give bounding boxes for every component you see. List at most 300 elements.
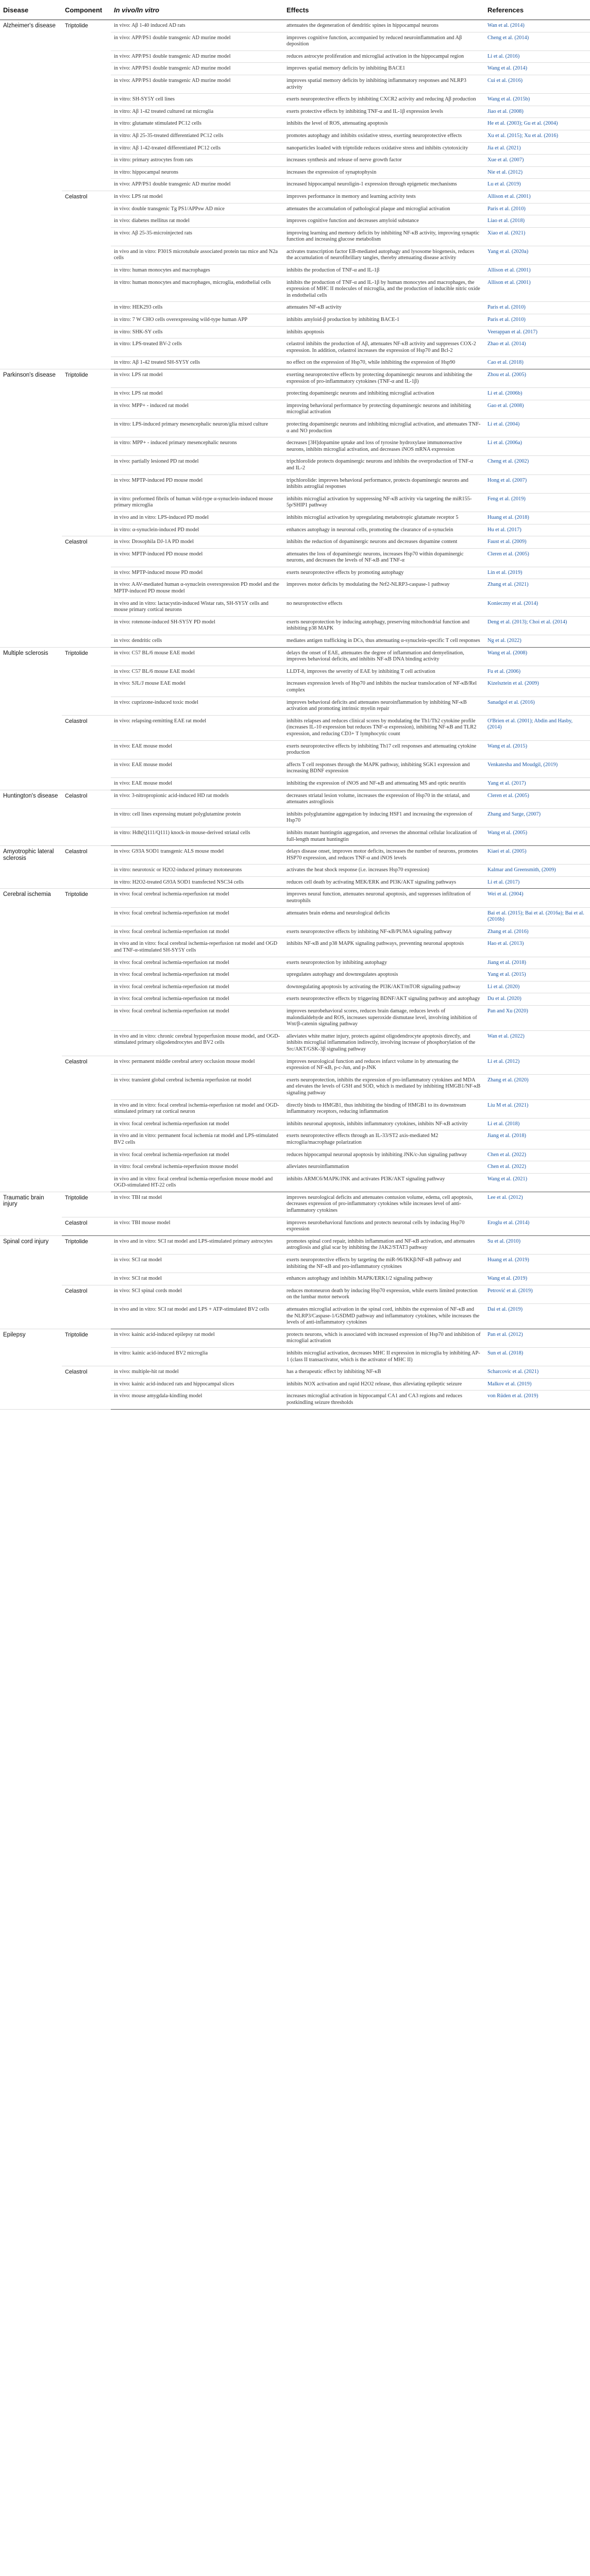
reference-cell: Su et al. (2010) (484, 1235, 590, 1254)
model-cell: in vivo: focal cerebral ischemia-reperfusion rat model (111, 907, 283, 926)
model-cell: in vivo and in vitro: permanent focal ischemia rat model and LPS-stimulated BV2 cells (111, 1130, 283, 1149)
component-cell: Celastrol (62, 790, 111, 846)
table-row (0, 1329, 590, 1347)
effects-cell: reduces cell death by activating MEK/ERK and PI3K/AKT signaling pathways (283, 876, 484, 889)
model-cell: in vivo: APP/PS1 double transgenic AD murine model (111, 75, 283, 93)
effects-cell: improves cognitive function, accompanied by reduced neuroinflammation and Aβ deposition (283, 32, 484, 50)
model-cell: in vivo: APP/PS1 double transgenic AD murine model (111, 32, 283, 50)
effects-cell: directly binds to HMGB1, thus inhibiting the binding of HMGB1 to its downstream inflammatory receptors, reducing inflammation (283, 1099, 484, 1118)
model-cell: in vivo: APP/PS1 double transgenic AD murine model (111, 179, 283, 191)
model-cell: in vivo: TBI rat model (111, 1192, 283, 1217)
effects-cell: improves motor deficits by modulating the Nrf2-NLRP3-caspase-1 pathway (283, 579, 484, 598)
table-row (0, 20, 590, 32)
model-cell: in vitro: preformed fibrils of human wild-type α-synuclein-induced mouse primary microglia (111, 493, 283, 512)
disease-cell: Traumatic brain injury (0, 1192, 62, 1235)
effects-cell: no effect on the expression of Hsp70, while inhibiting the expression of Hsp90 (283, 357, 484, 369)
reference-cell: Li et al. (2017) (484, 876, 590, 889)
effects-cell: inhibits microglial activation by suppressing NF-κB activity via targeting the miR155-5p/SHIP1 pathway (283, 493, 484, 512)
reference-cell: Yang et al. (2017) (484, 777, 590, 790)
reference-cell: Chen et al. (2022) (484, 1149, 590, 1161)
reference-cell: Fu et al. (2006) (484, 666, 590, 678)
reference-cell: Li et al. (2020) (484, 981, 590, 993)
model-cell: in vivo: transient global cerebral ischemia reperfusion rat model (111, 1074, 283, 1099)
component-cell: Celastrol (62, 715, 111, 790)
effects-cell: decreases striatal lesion volume, increases the expression of Hsp70 in the striatal, and attenuates astrogliosis (283, 790, 484, 808)
effects-cell: inhibits microglial activation, decreases MHC II expression in microglia by inhibiting AP-1 (class II transactivator, which is the activator of MHC II) (283, 1347, 484, 1366)
effects-cell: protecting dopaminergic neurons and inhibiting microglial activation, and attenuates TNF-α and NO production (283, 418, 484, 437)
model-cell: in vivo: C57 BL/6 mouse EAE model (111, 666, 283, 678)
table-body (0, 20, 590, 1410)
effects-cell: inhibits polyglutamine aggregation by inducing HSF1 and increasing the expression of Hsp70 (283, 808, 484, 827)
model-cell: in vivo: focal cerebral ischemia-reperfusion rat model (111, 1118, 283, 1130)
reference-cell: Xiao et al. (2021) (484, 227, 590, 246)
effects-cell: tripchlorolide protects dopaminergic neurons and inhibits the overproduction of TNF-α and IL-2 (283, 456, 484, 474)
effects-cell: inhibits ARMC6/MAPK/JNK and activates PI3K/AKT signaling pathway (283, 1173, 484, 1192)
disease-cell: Amyotrophic lateral sclerosis (0, 846, 62, 889)
effects-cell: inhibits neuronal apoptosis, inhibits inflammatory cytokines, inhibits NF-κB activity (283, 1118, 484, 1130)
model-cell: in vitro: Aβ 1-42-treated differentiated PC12 cells (111, 142, 283, 155)
reference-cell: Wei et al. (2004) (484, 889, 590, 907)
effects-cell: alleviates neuroinflammation (283, 1161, 484, 1174)
header-effects: Effects (283, 0, 484, 20)
reference-cell: Hao et al. (2013) (484, 938, 590, 957)
model-cell: in vitro: primary astrocytes from rats (111, 155, 283, 167)
effects-cell: promotes spinal cord repair, inhibits inflammation and NF-κB activation, and attenuates astrogliosis and glial scar by inhibiting the JAK2/STAT3 pathway (283, 1235, 484, 1254)
model-cell: in vivo: diabetes mellitus rat model (111, 215, 283, 228)
reference-cell: Nie et al. (2012) (484, 166, 590, 179)
reference-cell: Jiang et al. (2018) (484, 1130, 590, 1149)
disease-cell: Spinal cord injury (0, 1235, 62, 1329)
reference-cell: Yang et al. (2015) (484, 969, 590, 981)
reference-cell: Kizelsztein et al. (2009) (484, 678, 590, 697)
model-cell: in vivo and in vitro: SCI rat model and LPS-stimulated primary astrocytes (111, 1235, 283, 1254)
model-cell: in vivo: dendritic cells (111, 635, 283, 648)
model-cell: in vivo: SCI rat model (111, 1255, 283, 1273)
reference-cell: Hu et al. (2017) (484, 524, 590, 536)
model-cell: in vivo: focal cerebral ischemia-reperfusion rat model (111, 889, 283, 907)
effects-cell: exerts neuroprotective effects by inhibiting Th17 cell responses and attenuating cytokine production (283, 740, 484, 759)
model-cell: in vitro: focal cerebral ischemia-reperfusion mouse model (111, 1161, 283, 1174)
model-cell: in vitro: H2O2-treated G93A SOD1 transfected NSC34 cells (111, 876, 283, 889)
table-row (0, 1366, 590, 1379)
effects-cell: promotes autophagy and inhibits oxidative stress, exerting neuroprotective effects (283, 130, 484, 142)
effects-cell: attenuates NF-κB activity (283, 302, 484, 314)
model-cell: in vivo and in vitro: focal cerebral ischemia-reperfusion mouse model and OGD-stimulated HT-22 cells (111, 1173, 283, 1192)
effects-cell: inhibits NOX activation and rapid H2O2 release, thus alleviating epileptic seizure (283, 1378, 484, 1391)
reference-cell: Liao et al. (2018) (484, 215, 590, 228)
effects-cell: decreases [3H]dopamine uptake and loss of tyrosine hydroxylase immunoreactive neurons, inhibits microglial activation, and decreases iNOS mRNA expression (283, 437, 484, 456)
effects-cell: attenuates microglial activation in the spinal cord, inhibits the expression of NF-κB and the NLRP3/Caspase-1/GSDMD pathway and inflammatory cytokines, while increases the levels of anti-inflammatory cytokines (283, 1304, 484, 1329)
reference-cell: Jiang et al. (2018) (484, 957, 590, 969)
effects-cell: exerts neuroprotective effects by targeting the miR-96/IKKβ/NF-κB pathway and inhibiting the NF-κB and pro-inflammatory cytokines (283, 1255, 484, 1273)
effects-cell: delays disease onset, improves motor deficits, increases the number of neurons, promotes HSP70 expression, and reduces TNF-α and iNOS levels (283, 846, 484, 865)
effects-cell: improving behavioral performance by protecting dopaminergic neurons and inhibiting microglial activation (283, 400, 484, 418)
effects-cell: improves neural function, attenuates neuronal apoptosis, and suppresses infiltration of neutrophils (283, 889, 484, 907)
model-cell: in vivo: focal cerebral ischemia-reperfusion rat model (111, 1006, 283, 1031)
reference-cell: Paris et al. (2010) (484, 203, 590, 215)
table-row (0, 889, 590, 907)
model-cell: in vitro: human monocytes and macrophages, microglia, endothelial cells (111, 277, 283, 302)
table-row (0, 1235, 590, 1254)
effects-cell: attenuates brain edema and neurological deficits (283, 907, 484, 926)
model-cell: in vivo: focal cerebral ischemia-reperfusion rat model (111, 969, 283, 981)
model-cell: in vitro: human monocytes and macrophages (111, 265, 283, 277)
reference-cell: Zhang et al. (2020) (484, 1074, 590, 1099)
effects-cell: increases the expression of synaptophysin (283, 166, 484, 179)
model-cell: in vitro: neurotoxic or H2O2-induced primary motoneurons (111, 865, 283, 877)
reference-cell: Cao et al. (2018) (484, 357, 590, 369)
model-cell: in vitro: MPP+ - induced primary mesencephalic neurons (111, 437, 283, 456)
model-cell: in vivo: EAE mouse model (111, 777, 283, 790)
reference-cell: Wang et al. (2015) (484, 740, 590, 759)
effects-cell: inhibits relapses and reduces clinical scores by modulating the Th1/Th2 cytokine profile (increases IL-10 expression but reduces TNF-α expression), inhibiting NF-κB and TLR2 expression, and reducing CD3+ T lymphocytic count (283, 715, 484, 740)
reference-cell: Konieczny et al. (2014) (484, 598, 590, 616)
effects-cell: inhibits the reduction of dopaminergic neurons and decreases dopamine content (283, 536, 484, 549)
reference-cell: Sanadgol et al. (2016) (484, 697, 590, 715)
model-cell: in vivo: focal cerebral ischemia-reperfusion rat model (111, 993, 283, 1006)
reference-cell: Zhang et al. (2016) (484, 926, 590, 938)
effects-cell: inhibits the level of ROS, attenuating apoptosis (283, 118, 484, 130)
effects-cell: attenuates the accumulation of pathological plaque and microglial activation (283, 203, 484, 215)
effects-cell: improves neurobehavioral scores, reduces brain damage, reduces levels of malondialdehyde and ROS, increases superoxide dismutase level, involving inhibition of Wnt/β-catenin signaling pathway (283, 1006, 484, 1031)
effects-cell: exerts neuroprotective effects by inhibiting NF-κB/PUMA signaling pathway (283, 926, 484, 938)
model-cell: in vitro: α-synuclein-induced PD model (111, 524, 283, 536)
reference-cell: Li et al. (2006a) (484, 437, 590, 456)
effects-cell: exerts neuroprotective effects through an IL-33/ST2 axis-mediated M2 microglia/macrophage polarization (283, 1130, 484, 1149)
reference-cell: Yang et al. (2020a) (484, 246, 590, 264)
disease-cell: Parkinson's disease (0, 369, 62, 648)
component-cell: Triptolide (62, 1235, 111, 1285)
reference-cell: Lee et al. (2012) (484, 1192, 590, 1217)
model-cell: in vivo: relapsing-remitting EAE rat model (111, 715, 283, 740)
component-cell: Celastrol (62, 1366, 111, 1409)
effects-cell: mediates antigen trafficking in DCs, thus attenuating α-synuclein-specific T cell responses (283, 635, 484, 648)
model-cell: in vivo: TBI mouse model (111, 1217, 283, 1235)
disease-cell: Multiple sclerosis (0, 647, 62, 790)
reference-cell: Zhang et al. (2021) (484, 579, 590, 598)
model-cell: in vivo: APP/PS1 double transgenic AD murine model (111, 50, 283, 63)
component-cell: Celastrol (62, 846, 111, 889)
reference-cell: Zhang and Sarge, (2007) (484, 808, 590, 827)
component-cell: Celastrol (62, 191, 111, 369)
header-model: In vivo/In vitro (111, 0, 283, 20)
reference-cell: Wang et al. (2005) (484, 827, 590, 845)
reference-cell: Wang et al. (2021) (484, 1173, 590, 1192)
model-cell: in vivo and in vitro: chronic cerebral hypoperfusion mouse model, and OGD-stimulated primary oligodendrocytes and BV2 cells (111, 1030, 283, 1056)
component-cell: Triptolide (62, 1192, 111, 1217)
reference-cell: Dai et al. (2019) (484, 1304, 590, 1329)
effects-cell: exerts neuroprotective effects by inhibiting CXCR2 activity and reducing Aβ production (283, 94, 484, 106)
reference-cell: Gao et al. (2008) (484, 400, 590, 418)
effects-cell: improves neurological deficits and attenuates contusion volume, edema, cell apoptosis, decreases expression of pro-inflammatory cytokines while increases level of anti-inflammatory cytokines (283, 1192, 484, 1217)
model-cell: in vivo: LPS rat model (111, 388, 283, 400)
model-cell: in vivo and in vitro: lactacystin-induced Wistar rats, SH-SY5Y cells and mouse primary cortical neurons (111, 598, 283, 616)
reference-cell: Pan et al. (2012) (484, 1329, 590, 1347)
model-cell: in vivo: mouse amygdala-kindling model (111, 1391, 283, 1409)
effects-cell: has a therapeutic effect by inhibiting NF-κB (283, 1366, 484, 1379)
model-cell: in vitro: Aβ 25-35-treated differentiated PC12 cells (111, 130, 283, 142)
model-cell: in vivo: focal cerebral ischemia-reperfusion rat model (111, 1149, 283, 1161)
model-cell: in vitro: Hdh(Q111/Q111) knock-in mouse-derived striatal cells (111, 827, 283, 845)
effects-cell: exerts neuroprotection by inhibiting autophagy (283, 957, 484, 969)
reference-cell: Huang et al. (2019) (484, 1255, 590, 1273)
effects-cell: alleviates white matter injury, protects against oligodendrocyte apoptosis directly, and inhibits microglial inflammation indirectly, involving increase of phosphorylation of the Src/AKT/GSK-3β signaling pathway (283, 1030, 484, 1056)
model-cell: in vivo: partially lesioned PD rat model (111, 456, 283, 474)
effects-cell: exerts neuroprotective effects by triggering BDNF/AKT signaling pathway and autophagy (283, 993, 484, 1006)
model-cell: in vivo: kainic acid-induced epilepsy rat model (111, 1329, 283, 1347)
effects-cell: enhances autophagy in neuronal cells, promoting the clearance of α-synuclein (283, 524, 484, 536)
reference-cell: Kalmar and Greensmith, (2009) (484, 865, 590, 877)
effects-cell: improving learning and memory deficits by inhibiting NF-κB activity, improving synaptic function and increasing glucose metabolism (283, 227, 484, 246)
table-row (0, 1285, 590, 1303)
model-cell: in vivo: APP/PS1 double transgenic AD murine model (111, 63, 283, 75)
model-cell: in vitro: hippocampal neurons (111, 166, 283, 179)
reference-cell: Li et al. (2016) (484, 50, 590, 63)
reference-cell: Wan et al. (2014) (484, 20, 590, 32)
component-cell: Celastrol (62, 1056, 111, 1192)
component-cell: Celastrol (62, 536, 111, 648)
effects-cell: activates the heat shock response (i.e. increases Hsp70 expression) (283, 865, 484, 877)
model-cell: in vivo: AAV-mediated human α-synuclein overexpression PD model and the MPTP-induced PD mouse model (111, 579, 283, 598)
model-cell: in vivo and in vitro: P301S microtubule associated protein tau mice and N2a cells (111, 246, 283, 264)
effects-cell: celastrol inhibits the production of Aβ, attenuates NF-κB activity and suppresses COX-2 expression. In addition, celastrol increases the expression of Hsp70 and Bcl-2 (283, 338, 484, 357)
model-cell: in vitro: Aβ 1-42 treated SH-SY5Y cells (111, 357, 283, 369)
reference-cell: Zhao et al. (2014) (484, 338, 590, 357)
reference-cell: Allison et al. (2001) (484, 277, 590, 302)
table-row (0, 647, 590, 666)
effects-cell: affects T cell responses through the MAPK pathway, inhibiting SGK1 expression and increasing BDNF expression (283, 759, 484, 777)
table-row (0, 369, 590, 388)
model-cell: in vitro: LPS-induced primary mesencephalic neuron/glia mixed culture (111, 418, 283, 437)
reference-cell: Li et al. (2004) (484, 418, 590, 437)
reference-cell: Du et al. (2020) (484, 993, 590, 1006)
effects-cell: downregulating apoptosis by activating the PI3K/AKT/mTOR signaling pathway (283, 981, 484, 993)
reference-cell: Chen et al. (2022) (484, 1161, 590, 1174)
reference-cell: Li et al. (2006b) (484, 388, 590, 400)
reference-cell: Jiao et al. (2008) (484, 106, 590, 118)
model-cell: in vivo: C57 BL/6 mouse EAE model (111, 647, 283, 666)
reference-cell: Pan and Xu (2020) (484, 1006, 590, 1031)
model-cell: in vivo: rotenone-induced SH-SY5Y PD model (111, 616, 283, 635)
table-row (0, 1056, 590, 1074)
reference-cell: Wang et al. (2014) (484, 63, 590, 75)
reference-cell: Li et al. (2018) (484, 1118, 590, 1130)
reference-cell: Huang et al. (2018) (484, 512, 590, 524)
model-cell: in vitro: HEK293 cells (111, 302, 283, 314)
effects-cell: tripchlorolide: improves behavioral performance, protects dopaminergic neurons and inhibits astroglial responses (283, 474, 484, 493)
effects-cell: inhibits amyloid-β production by inhibiting BACE-1 (283, 314, 484, 327)
model-cell: in vivo: 3-nitropropionic acid-induced HD rat models (111, 790, 283, 808)
effects-cell: nanoparticles loaded with triptolide reduces oxidative stress and inhibits cytotoxicity (283, 142, 484, 155)
effects-cell: inhibits NF-κB and p38 MAPK signaling pathways, preventing neuronal apoptosis (283, 938, 484, 957)
model-cell: in vivo: focal cerebral ischemia-reperfusion rat model (111, 957, 283, 969)
header-disease: Disease (0, 0, 62, 20)
reference-cell: Scharcovic et al. (2021) (484, 1366, 590, 1379)
header-row (0, 0, 590, 20)
component-cell: Triptolide (62, 889, 111, 1056)
effects-cell: increases microglial activation in hippocampal CA1 and CA3 regions and reduces postkindling seizure thresholds (283, 1391, 484, 1409)
component-cell: Celastrol (62, 1217, 111, 1235)
effects-cell: reduces motoneuron death by inducing Hsp70 expression, while exerts limited protection on the lumbar motor network (283, 1285, 484, 1303)
table-row (0, 1192, 590, 1217)
reference-cell: Paris et al. (2010) (484, 302, 590, 314)
table-row (0, 536, 590, 549)
table-header (0, 0, 590, 20)
header-component: Component (62, 0, 111, 20)
effects-cell: exerts protective effects by inhibiting TNF-α and IL-1β expression levels (283, 106, 484, 118)
effects-cell: protecting dopaminergic neurons and inhibiting microglial activation (283, 388, 484, 400)
disease-cell: Huntington's disease (0, 790, 62, 846)
effects-cell: improves performance in memory and learning activity tests (283, 191, 484, 203)
reference-cell: Lin et al. (2019) (484, 567, 590, 579)
effects-cell: improves neurobehavioral functions and protects neuronal cells by inducing Hsp70 expression (283, 1217, 484, 1235)
effects-cell: activates transcription factor EB-mediated autophagy and lysosome biogenesis, reduces the accumulation of neurofibrillary tangles, thereby attenuating disease activity (283, 246, 484, 264)
effects-cell: reduces hippocampal neuronal apoptosis by inhibiting JNK/c-Jun signaling pathway (283, 1149, 484, 1161)
effects-cell: LLDT-8, improves the severity of EAE by inhibiting T cell activation (283, 666, 484, 678)
model-cell: in vivo: Drosophila DJ-1A PD model (111, 536, 283, 549)
reference-cell: Ng et al. (2022) (484, 635, 590, 648)
component-cell: Triptolide (62, 647, 111, 715)
effects-cell: attenuates the loss of dopaminergic neurons, increases Hsp70 within dopaminergic neurons, and decreases the levels of NF-κB and TNF-α (283, 548, 484, 567)
effects-cell: inhibits the production of TNF-α and IL-1β (283, 265, 484, 277)
model-cell: in vivo: MPP+ - induced rat model (111, 400, 283, 418)
table-row (0, 191, 590, 203)
effects-cell: increased hippocampal neuroligin-1 expression through epigenetic mechanisms (283, 179, 484, 191)
table-row (0, 790, 590, 808)
effects-cell: exerts neuroprotection, inhibits the expression of pro-inflammatory cytokines and MDA and elevates the levels of GSH and SOD, which is mediated by inhibiting HMGB1/NF-κB signaling pathway (283, 1074, 484, 1099)
effects-cell: exerting neuroprotective effects by protecting dopaminergic neurons and inhibiting the expression of pro-inflammatory cytokines (TNF-α and IL-1β) (283, 369, 484, 388)
reference-cell: Cheng et al. (2014) (484, 32, 590, 50)
model-cell: in vivo and in vitro: focal cerebral ischemia-reperfusion rat model and OGD-stimulated primary rat cortical neuron (111, 1099, 283, 1118)
reference-cell: Hong et al. (2007) (484, 474, 590, 493)
component-cell: Triptolide (62, 1329, 111, 1366)
reference-cell: Paris et al. (2010) (484, 314, 590, 327)
model-cell: in vivo and in vitro: SCI rat model and LPS + ATP-stimulated BV2 cells (111, 1304, 283, 1329)
reference-cell: Petrović et al. (2019) (484, 1285, 590, 1303)
model-cell: in vivo: focal cerebral ischemia-reperfusion rat model (111, 926, 283, 938)
effects-cell: protects neurons, which is associated with increased expression of Hsp70 and inhibition of microglial activation (283, 1329, 484, 1347)
effects-cell: exerts neuroprotective effects by promoting autophagy (283, 567, 484, 579)
effects-cell: no neuroprotective effects (283, 598, 484, 616)
reference-cell: Cui et al. (2016) (484, 75, 590, 93)
effects-cell: improves spatial memory deficits by inhibiting inflammatory responses and NLRP3 activity (283, 75, 484, 93)
disease-cell: Cerebral ischemia (0, 889, 62, 1192)
effects-cell: increases expression levels of Hsp70 and inhibits the nuclear translocation of NF-κB/Rel complex (283, 678, 484, 697)
model-cell: in vivo: multiple-hit rat model (111, 1366, 283, 1379)
model-cell: in vivo: G93A SOD1 transgenic ALS mouse model (111, 846, 283, 865)
effects-cell: improves spatial memory deficits by inhibiting BACE1 (283, 63, 484, 75)
model-cell: in vivo: EAE mouse model (111, 759, 283, 777)
model-cell: in vivo: SCI spinal cords model (111, 1285, 283, 1303)
disease-cell: Epilepsy (0, 1329, 62, 1409)
model-cell: in vivo: MPTP-induced PD mouse model (111, 474, 283, 493)
effects-cell: upregulates autophagy and downregulates apoptosis (283, 969, 484, 981)
reference-cell: Cleren et al. (2005) (484, 548, 590, 567)
model-cell: in vitro: kainic acid-induced BV2 microglia (111, 1347, 283, 1366)
effects-cell: improves cognitive function and decreases amyloid substance (283, 215, 484, 228)
effects-cell: delays the onset of EAE, attenuates the degree of inflammation and demyelination, improves behavioral deficits, and inhibits NF-κB DNA binding activity (283, 647, 484, 666)
model-cell: in vivo and in vitro: focal cerebral ischemia-reperfusion rat model and OGD and TNF-α-stimulated SH-SY5Y cells (111, 938, 283, 957)
reference-cell: Lu et al. (2019) (484, 179, 590, 191)
model-cell: in vitro: SH-SY5Y cell lines (111, 94, 283, 106)
reference-cell: von Rüden et al. (2019) (484, 1391, 590, 1409)
table-row (0, 1217, 590, 1235)
effects-cell: inhibits the production of TNF-α and IL-1β by human monocytes and macrophages, the expression of MHC II molecules of microglia, and the production of inducible nitric oxide in endothelial cells (283, 277, 484, 302)
effects-cell: exerts neuroprotection by inducing autophagy, preserving mitochondrial function and inhibiting p38 MAPK (283, 616, 484, 635)
component-cell: Celastrol (62, 1285, 111, 1329)
reference-cell: Liu M et al. (2021) (484, 1099, 590, 1118)
reference-cell: Kiaei et al. (2005) (484, 846, 590, 865)
model-cell: in vivo: MPTP-induced mouse PD model (111, 567, 283, 579)
effects-cell: inhibiting the expression of iNOS and NF-κB and attenuating MS and optic neuritis (283, 777, 484, 790)
reference-cell: Wang et al. (2008) (484, 647, 590, 666)
effects-cell: attenuates the degeneration of dendritic spines in hippocampal neurons (283, 20, 484, 32)
model-cell: in vitro: 7 W CHO cells overexpressing wild-type human APP (111, 314, 283, 327)
model-cell: in vivo: kainic acid-induced rats and hippocampal slices (111, 1378, 283, 1391)
reference-cell: Deng et al. (2013); Choi et al. (2014) (484, 616, 590, 635)
model-cell: in vivo: permanent middle cerebral artery occlusion mouse model (111, 1056, 283, 1074)
model-cell: in vivo: Aβ 1-40 induced AD rats (111, 20, 283, 32)
reference-cell: Malkov et al. (2019) (484, 1378, 590, 1391)
model-cell: in vivo: MPTP-induced PD mouse model (111, 548, 283, 567)
model-cell: in vivo: Aβ 25-35-microinjected rats (111, 227, 283, 246)
reference-cell: Cheng et al. (2002) (484, 456, 590, 474)
model-cell: in vivo: EAE mouse model (111, 740, 283, 759)
model-cell: in vivo: LPS rat model (111, 369, 283, 388)
model-cell: in vivo: LPS rat model (111, 191, 283, 203)
model-cell: in vitro: cell lines expressing mutant polyglutamine protein (111, 808, 283, 827)
reference-cell: Bai et al. (2015); Bai et al. (2016a); Bai et al. (2016b) (484, 907, 590, 926)
reference-cell: O'Brien et al. (2001); Abdin and Hasby, (2014) (484, 715, 590, 740)
model-cell: in vitro: Aβ 1-42 treated cultured rat microglia (111, 106, 283, 118)
model-cell: in vivo: cuprizone-induced toxic model (111, 697, 283, 715)
reference-cell: Cleren et al. (2005) (484, 790, 590, 808)
effects-cell: improves neurological function and reduces infarct volume in by attenuating the expression of NF-κB, p-c-Jun, and p-JNK (283, 1056, 484, 1074)
reference-cell: Xue et al. (2007) (484, 155, 590, 167)
effects-cell: inhibits apoptosis (283, 326, 484, 338)
effects-cell: increases synthesis and release of nerve growth factor (283, 155, 484, 167)
effects-cell: inhibits microglial activation by upregulating metabotropic glutamate receptor 5 (283, 512, 484, 524)
reference-cell: Allison et al. (2001) (484, 265, 590, 277)
model-cell: in vivo: SCI rat model (111, 1273, 283, 1285)
table-row (0, 846, 590, 865)
effects-cell: inhibits mutant huntingtin aggregation, and reverses the abnormal cellular localization of full-length mutant huntingtin (283, 827, 484, 845)
component-cell: Triptolide (62, 20, 111, 191)
reference-cell: Venkatesha and Moudgil, (2019) (484, 759, 590, 777)
reference-cell: Zhou et al. (2005) (484, 369, 590, 388)
reference-cell: Faust et al. (2009) (484, 536, 590, 549)
model-cell: in vivo: double transgenic Tg PS1/APPsw AD mice (111, 203, 283, 215)
reference-cell: He et al. (2003); Gu et al. (2004) (484, 118, 590, 130)
reference-cell: Jia et al. (2021) (484, 142, 590, 155)
component-cell: Triptolide (62, 369, 111, 536)
model-cell: in vivo and in vitro: LPS-induced PD model (111, 512, 283, 524)
reference-cell: Wang et al. (2019) (484, 1273, 590, 1285)
reference-cell: Li et al. (2012) (484, 1056, 590, 1074)
model-cell: in vivo: SJL/J mouse EAE model (111, 678, 283, 697)
reference-cell: Feng et al. (2019) (484, 493, 590, 512)
reference-cell: Xu et al. (2015); Xu et al. (2016) (484, 130, 590, 142)
model-cell: in vivo: focal cerebral ischemia-reperfusion rat model (111, 981, 283, 993)
model-cell: in vitro: glutamate stimulated PC12 cells (111, 118, 283, 130)
reference-cell: Eroglu et al. (2014) (484, 1217, 590, 1235)
reference-cell: Sun et al. (2018) (484, 1347, 590, 1366)
reference-cell: Allison et al. (2001) (484, 191, 590, 203)
reference-cell: Wan et al. (2022) (484, 1030, 590, 1056)
reference-cell: Veerappan et al. (2017) (484, 326, 590, 338)
model-cell: in vitro: LPS-treated BV-2 cells (111, 338, 283, 357)
model-cell: in vitro: SHK-SY cells (111, 326, 283, 338)
